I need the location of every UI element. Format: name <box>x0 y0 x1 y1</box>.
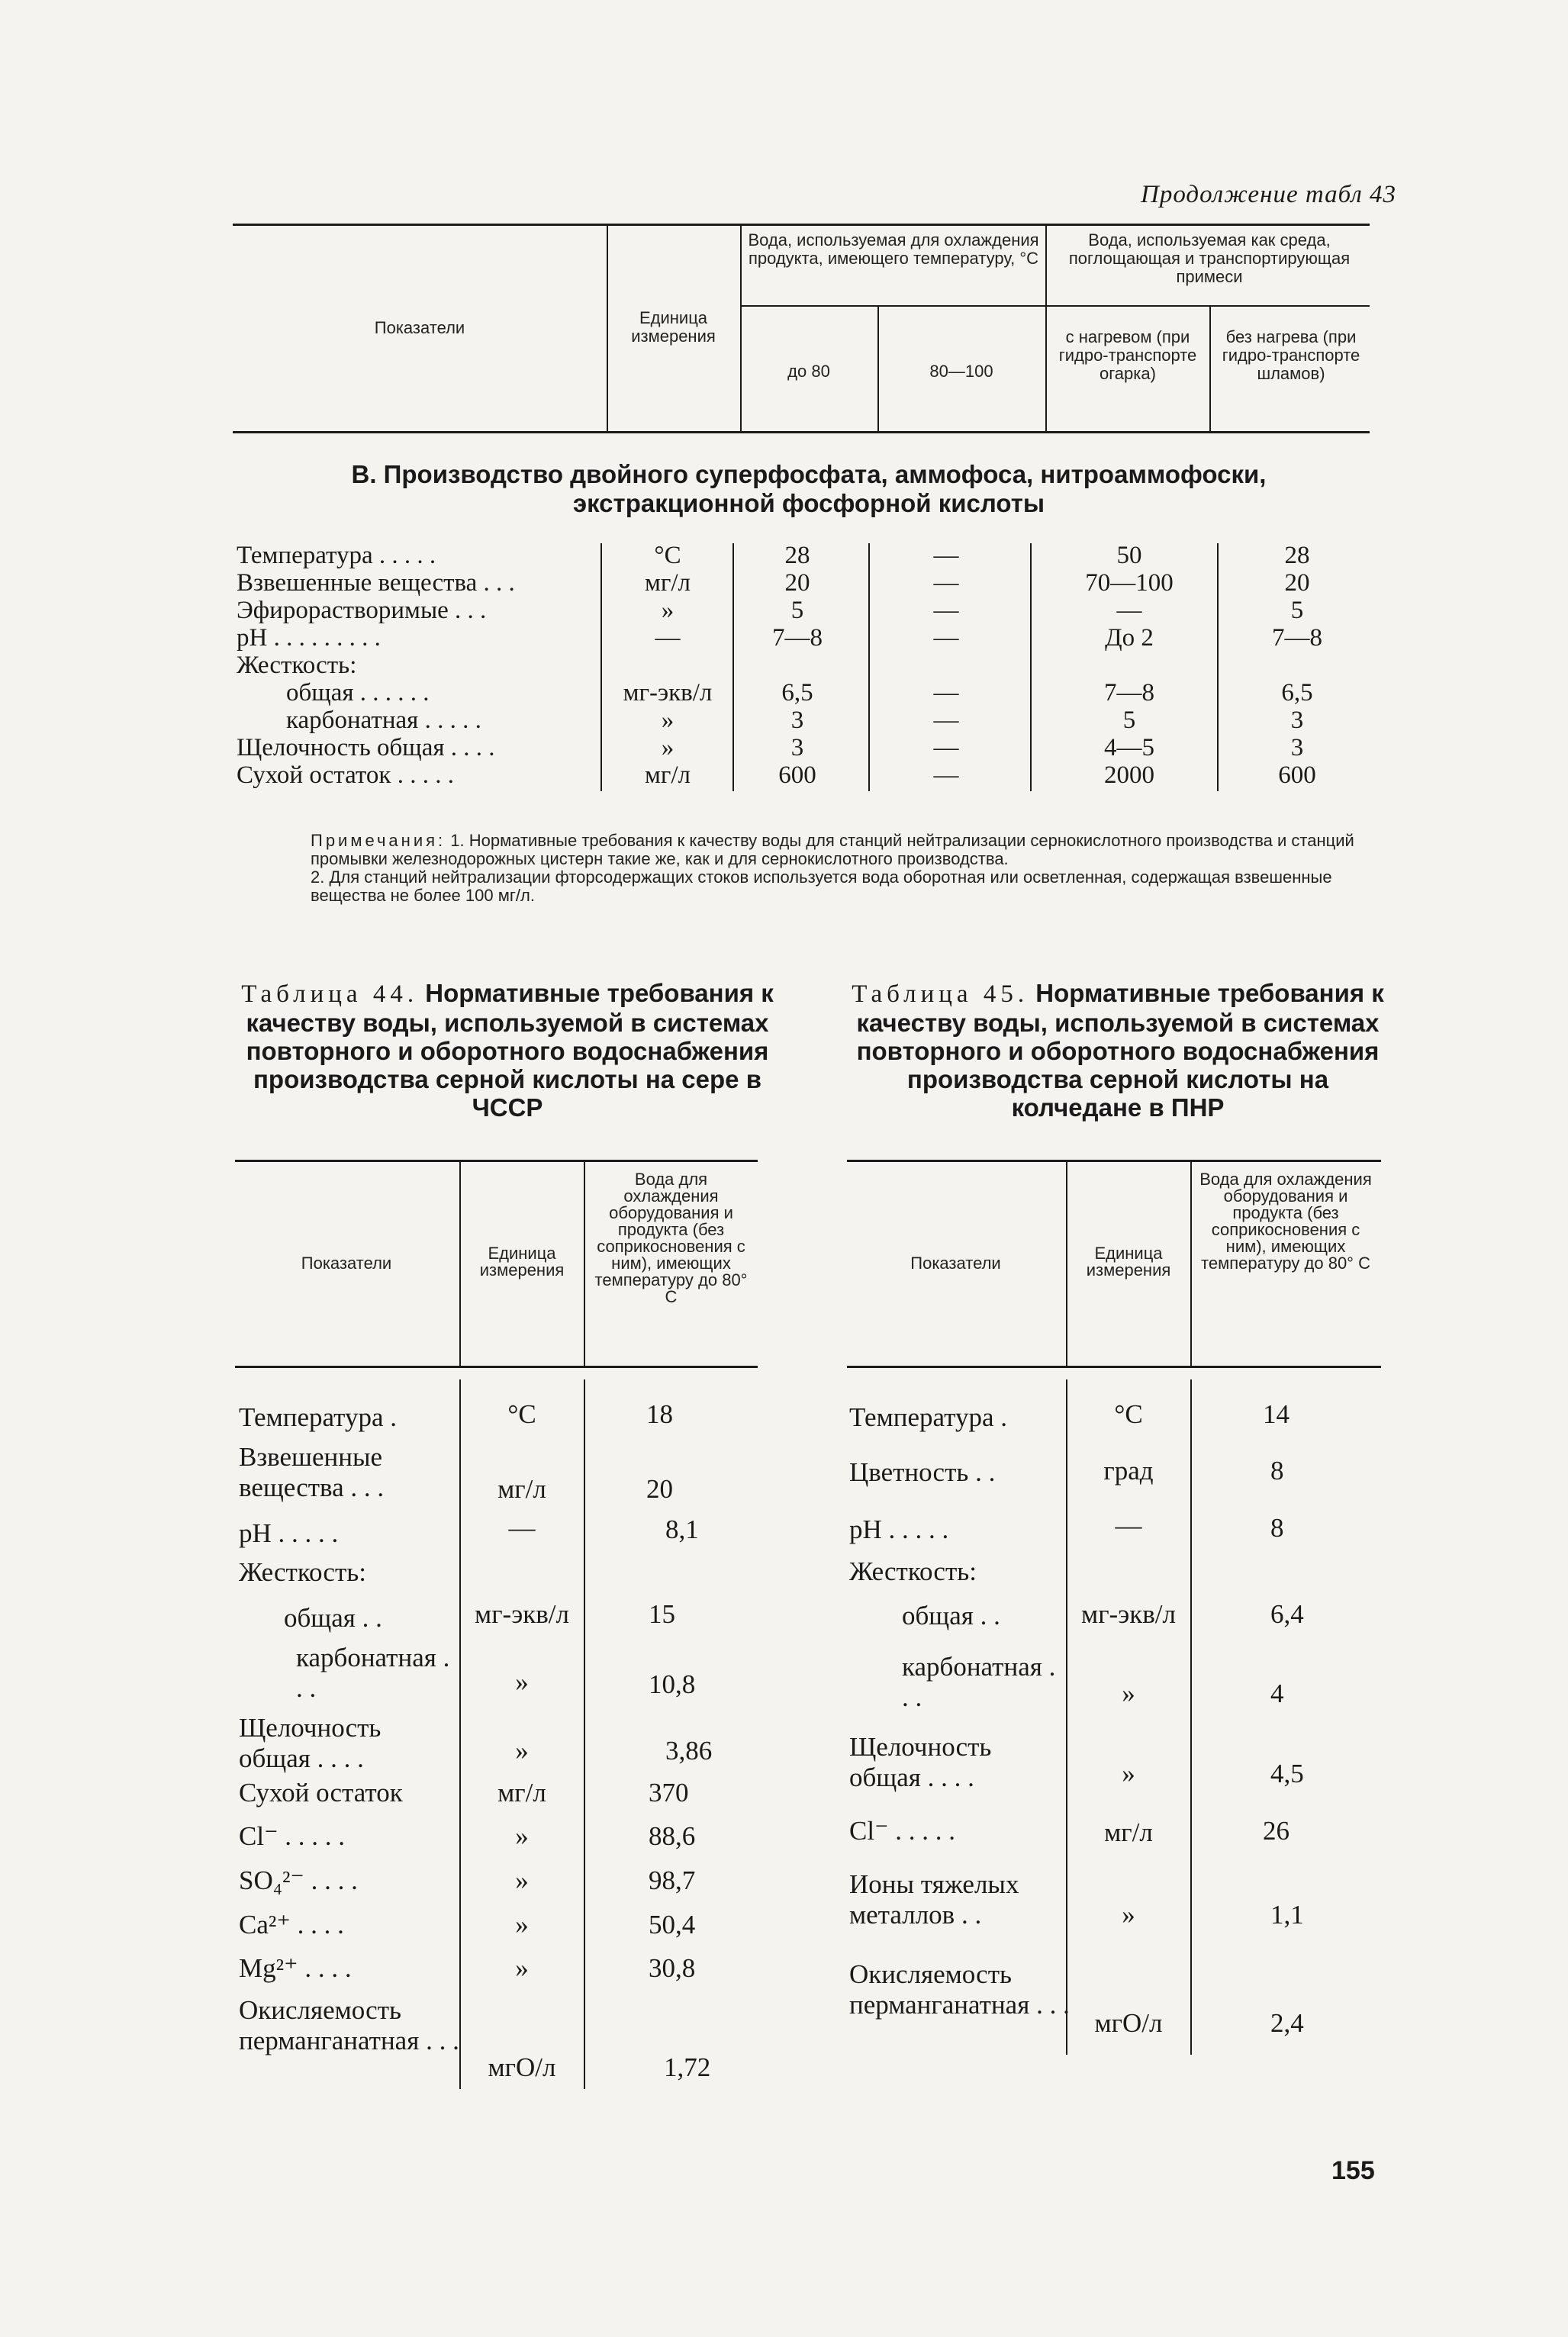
table-row: pH . . . . . <box>239 1518 339 1548</box>
t44-header-indicators: Показатели <box>301 1254 392 1273</box>
table-row: Температура . <box>239 1402 397 1432</box>
section-title: В. Производство двойного суперфосфата, аммофоса, нитроаммофоски, экстракционной фосфорной кислоты <box>351 460 1267 517</box>
table-row: Щелочность общая . . . . <box>849 1732 992 1792</box>
table-row: Окисляемость перманганатная . . . <box>239 1995 459 2055</box>
table-row: Взвешенные вещества . . . мг/л 20 — 70—100 20 <box>237 569 1310 597</box>
table-row: Ca²⁺ . . . . <box>239 1910 344 1939</box>
note-1: 1. Нормативные требования к качеству воды для станций нейтрализации сернокислотного производства и станций промывки железнодорожных цистерн такие же, как и для сернокислотного производства. <box>311 831 1354 868</box>
note-2: 2. Для станций нейтрализации фторсодержащих стоков используется вода оборотная или осветленная, содержащая взвешенные вещества не более 100 мг/л. <box>311 868 1332 905</box>
table-row: Жесткость: <box>237 652 357 679</box>
header-unit: Единица измерения <box>631 308 716 346</box>
table-row: карбонатная . . . <box>902 1652 1056 1712</box>
table-row: Жесткость: <box>239 1557 366 1587</box>
t45-header-value: Вода для охлаждения оборудования и продукта (без соприкосновения с ним), имеющих температуру до 80° С <box>1199 1170 1372 1273</box>
header-with-heating: с нагревом (при гидро-транспорте огарка) <box>1058 327 1197 383</box>
table-row: общая . . . . . . мг-экв/л 6,5 — 7—8 6,5 <box>286 679 1313 707</box>
table-45-caption: Таблица 45. Нормативные требования к качеству воды, используемой в системах повторного и оборотного водоснабжения производства серной кислоты на колчедане в ПНР <box>852 979 1384 1122</box>
table-row: общая . . <box>284 1603 382 1633</box>
table-row: Температура . . . . . °С 28 — 50 28 <box>237 542 1310 569</box>
header-upto-80: до 80 <box>787 362 830 381</box>
page-number: 155 <box>1331 2156 1375 2185</box>
table-row: SO₄²⁻ . . . . <box>239 1865 358 1895</box>
header-group-transport: Вода, используемая как среда, поглощающая и транспортирующая примеси <box>1068 230 1351 286</box>
header-without-heating: без нагрева (при гидро-транспорте шламов) <box>1222 327 1360 383</box>
table-row: Ионы тяжелых металлов . . <box>849 1869 1019 1930</box>
t45-header-unit: Единица измерения <box>1086 1244 1171 1280</box>
header-80-100: 80—100 <box>929 362 993 381</box>
table-notes <box>238 832 1390 905</box>
table-row: карбонатная . . . . . » 3 — 5 3 <box>286 707 1304 734</box>
t45-header-indicators: Показатели <box>910 1254 1001 1273</box>
continuation-caption: Продолжение табл 43 <box>1141 181 1396 208</box>
table-44-caption: Таблица 44. Нормативные требования к качеству воды, используемой в системах повторного и оборотного водоснабжения производства серной кислоты на сере в ЧССР <box>241 979 774 1122</box>
table-row: Взвешенные вещества . . . <box>239 1442 385 1502</box>
table-row: карбонатная . . . <box>296 1643 450 1703</box>
table-row: Цветность . . <box>849 1457 996 1487</box>
header-indicators: Показатели <box>374 318 465 337</box>
table-row: Температура . <box>849 1402 1007 1432</box>
table-row: pH . . . . . <box>849 1515 949 1544</box>
table-row: Cl⁻ . . . . . <box>239 1821 346 1851</box>
table-row: Окисляемость перманганатная . . . <box>849 1959 1070 2020</box>
table-row: pH . . . . . . . . . — 7—8 — До 2 7—8 <box>237 624 1322 652</box>
table-row: Щелочность общая . . . . <box>239 1713 382 1773</box>
notes-label: Примечания: <box>311 831 446 850</box>
table-row: Жесткость: <box>849 1556 977 1586</box>
table-row: Cl⁻ . . . . . <box>849 1816 956 1846</box>
t44-header-value: Вода для охлаждения оборудования и продукта (без соприкосновения с ним), имеющих температуру до 80° С <box>594 1170 748 1306</box>
table-row: Эфирорастворимые . . . » 5 — — 5 <box>237 597 1304 624</box>
table-row: Сухой остаток . . . . . мг/л 600 — 2000 600 <box>237 761 1316 789</box>
table-row: общая . . <box>902 1601 1000 1630</box>
table-row: Mg²⁺ . . . . <box>239 1953 352 1983</box>
table-row: Сухой остаток <box>239 1778 403 1807</box>
header-group-cooling: Вода, используемая для охлаждения продукта, имеющего температуру, °С <box>748 230 1039 268</box>
t44-header-unit: Единица измерения <box>479 1244 565 1280</box>
table-row: Щелочность общая . . . . » 3 — 4—5 3 <box>237 734 1304 761</box>
